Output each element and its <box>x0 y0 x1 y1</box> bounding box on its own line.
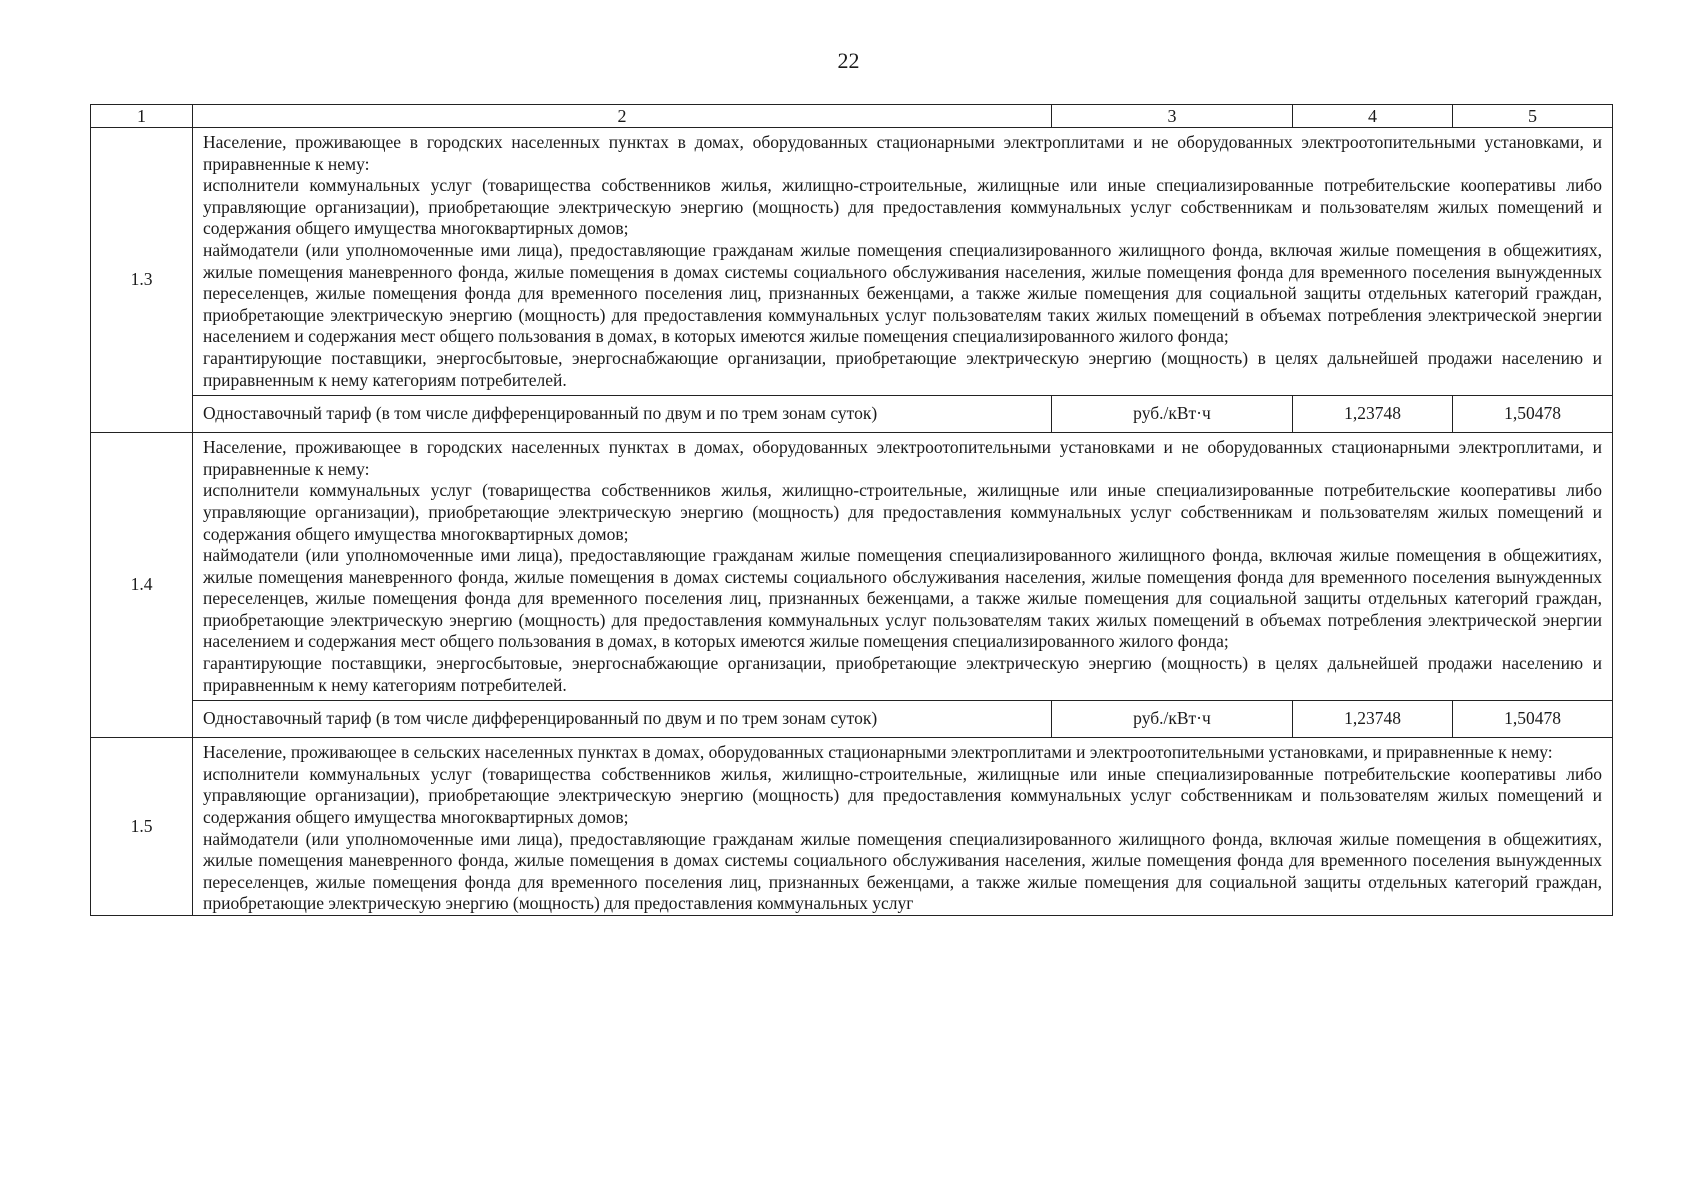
row-description <box>193 128 1613 396</box>
tariff-value-2: 1,50478 <box>1453 396 1613 433</box>
row-description <box>193 433 1613 701</box>
tariff-name: Одноставочный тариф (в том числе дифференцированный по двум и по трем зонам суток) <box>193 396 1052 433</box>
description-paragraph: исполнители коммунальных услуг (товарищества собственников жилья, жилищно-строительные, жилищные или иные специализированные потребительские кооперативы либо управляющие организации), приобретающие электрическую энергию (мощность) для предоставления коммунальных услуг собственникам и пользователям жилых помещений и содержания общего имущества многоквартирных домов; <box>203 480 1602 544</box>
header-row <box>91 105 1613 128</box>
row-number: 1.4 <box>91 433 193 738</box>
tariff-unit: руб./кВт·ч <box>1052 396 1293 433</box>
description-paragraph: исполнители коммунальных услуг (товарищества собственников жилья, жилищно-строительные, жилищные или иные специализированные потребительские кооперативы либо управляющие организации), приобретающие электрическую энергию (мощность) для предоставления коммунальных услуг собственникам и пользователям жилых помещений и содержания общего имущества многоквартирных домов; <box>203 763 1602 828</box>
description-paragraph: Население, проживающее в городских населенных пунктах в домах, оборудованных стационарными электроплитами и не оборудованных электроотопительными установками, и приравненные к нему: <box>203 132 1602 174</box>
tariff-table <box>90 104 1613 916</box>
description-paragraph: Население, проживающее в сельских населенных пунктах в домах, оборудованных стационарными электроплитами и электроотопительными установками, и приравненные к нему: <box>203 742 1553 763</box>
row-description <box>193 738 1613 916</box>
tariff-row <box>91 701 1613 738</box>
header-cell-1: 1 <box>91 105 193 128</box>
table-row <box>91 433 1613 701</box>
row-number: 1.5 <box>91 738 193 916</box>
tariff-name: Одноставочный тариф (в том числе дифференцированный по двум и по трем зонам суток) <box>193 701 1052 738</box>
table-row <box>91 128 1613 396</box>
header-cell-5: 5 <box>1453 105 1613 128</box>
description-paragraph: исполнители коммунальных услуг (товарищества собственников жилья, жилищно-строительные, жилищные или иные специализированные потребительские кооперативы либо управляющие организации), приобретающие электрическую энергию (мощность) для предоставления коммунальных услуг собственникам и пользователям жилых помещений и содержания общего имущества многоквартирных домов; <box>203 175 1602 239</box>
description-paragraph: гарантирующие поставщики, энергосбытовые, энергоснабжающие организации, приобретающие электрическую энергию (мощность) в целях дальнейшей продажи населению и приравненным к нему категориям потребителей. <box>203 653 1602 695</box>
description-paragraph: гарантирующие поставщики, энергосбытовые, энергоснабжающие организации, приобретающие электрическую энергию (мощность) в целях дальнейшей продажи населению и приравненным к нему категориям потребителей. <box>203 347 1602 390</box>
header-cell-2: 2 <box>193 105 1052 128</box>
description-paragraph: наймодатели (или уполномоченные ими лица), предоставляющие гражданам жилые помещения специализированного жилищного фонда, включая жилые помещения в общежитиях, жилые помещения маневренного фонда, жилые помещения в домах системы социального обслуживания населения, жилые помещения фонда для временного поселения вынужденных переселенцев, жилые помещения фонда для временного поселения лиц, признанных беженцами, а также жилые помещения для социальной защиты отдельных категорий граждан, приобретающие электрическую энергию (мощность) для предоставления коммунальных услуг <box>203 828 1602 914</box>
tariff-value-1: 1,23748 <box>1293 396 1453 433</box>
tariff-value-2: 1,50478 <box>1453 701 1613 738</box>
tariff-value-1: 1,23748 <box>1293 701 1453 738</box>
description-paragraph: Население, проживающее в городских населенных пунктах в домах, оборудованных электроотопительными установками и не оборудованных стационарными электроплитами, и приравненные к нему: <box>203 437 1602 479</box>
description-paragraph: наймодатели (или уполномоченные ими лица), предоставляющие гражданам жилые помещения специализированного жилищного фонда, включая жилые помещения в общежитиях, жилые помещения маневренного фонда, жилые помещения в домах системы социального обслуживания населения, жилые помещения фонда для временного поселения вынужденных переселенцев, жилые помещения фонда для временного поселения лиц, признанных беженцами, а также жилые помещения для социальной защиты отдельных категорий граждан, приобретающие электрическую энергию (мощность) для предоставления коммунальных услуг пользователям таких жилых помещений в объемах потребления электрической энергии населением и содержания мест общего пользования в домах, в которых имеются жилые помещения специализированного жилого фонда; <box>203 239 1602 347</box>
tariff-row <box>91 396 1613 433</box>
header-cell-4: 4 <box>1293 105 1453 128</box>
header-cell-3: 3 <box>1052 105 1293 128</box>
table-row <box>91 738 1613 916</box>
tariff-unit: руб./кВт·ч <box>1052 701 1293 738</box>
description-paragraph: наймодатели (или уполномоченные ими лица), предоставляющие гражданам жилые помещения специализированного жилищного фонда, включая жилые помещения в общежитиях, жилые помещения маневренного фонда, жилые помещения в домах системы социального обслуживания населения, жилые помещения фонда для временного поселения вынужденных переселенцев, жилые помещения фонда для временного поселения лиц, признанных беженцами, а также жилые помещения для социальной защиты отдельных категорий граждан, приобретающие электрическую энергию (мощность) для предоставления коммунальных услуг пользователям таких жилых помещений в объемах потребления электрической энергии населением и содержания мест общего пользования в домах, в которых имеются жилые помещения специализированного жилого фонда; <box>203 545 1602 652</box>
page-number: 22 <box>837 48 860 73</box>
row-number: 1.3 <box>91 128 193 433</box>
